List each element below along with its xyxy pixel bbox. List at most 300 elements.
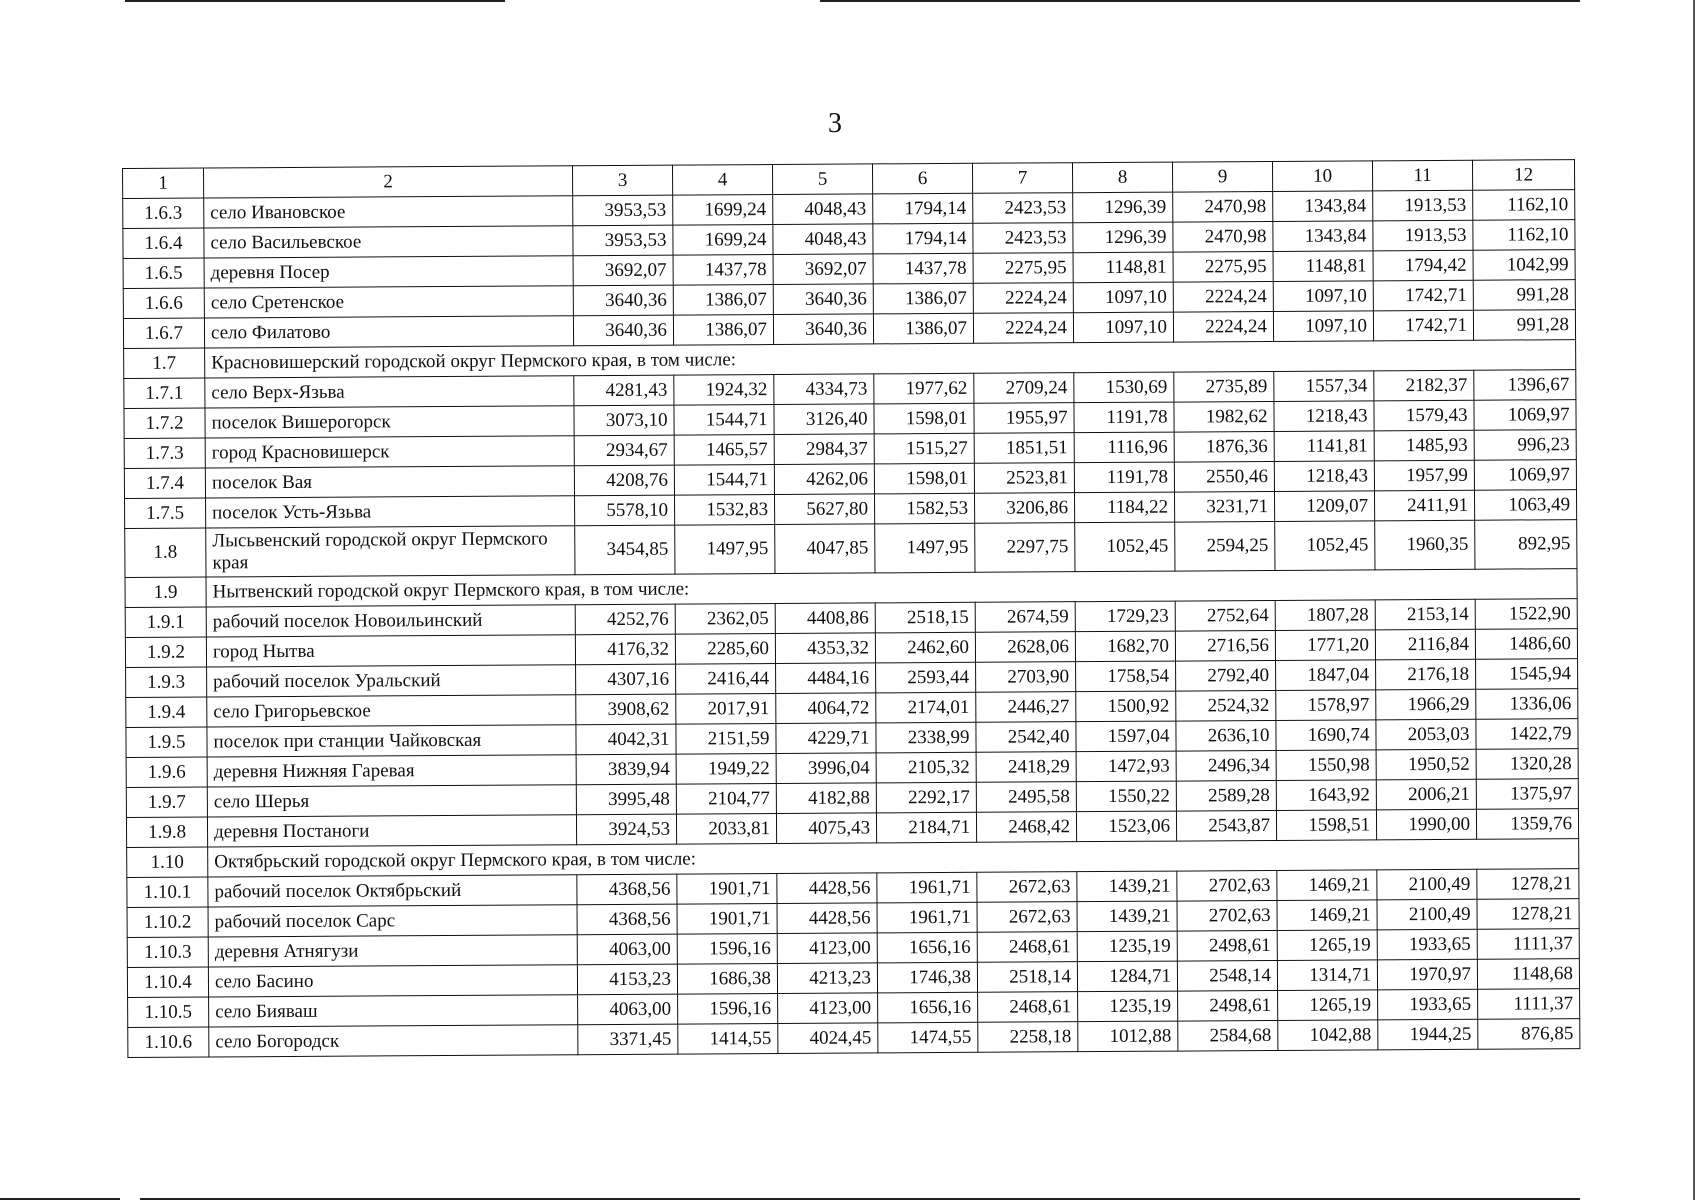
row-name: деревня Посер: [204, 256, 573, 288]
header-cell: 8: [1072, 162, 1172, 193]
value-cell: 2470,98: [1173, 221, 1273, 252]
value-cell: 1977,62: [874, 373, 974, 404]
row-name: поселок Вишерогорск: [205, 406, 574, 438]
value-cell: 1097,10: [1273, 281, 1373, 312]
row-code: 1.10: [127, 847, 208, 877]
value-cell: 4208,76: [574, 465, 674, 496]
value-cell: 3231,71: [1174, 491, 1274, 522]
row-code: 1.6.3: [123, 198, 204, 228]
value-cell: 2548,14: [1177, 960, 1277, 991]
value-cell: 1437,78: [873, 253, 973, 284]
value-cell: 1278,21: [1477, 869, 1579, 900]
value-cell: 2752,64: [1175, 600, 1275, 631]
value-cell: 2418,29: [976, 752, 1076, 783]
value-cell: 4075,43: [776, 813, 876, 844]
row-code: 1.7.4: [124, 468, 205, 498]
value-cell: 4153,23: [577, 964, 677, 995]
value-cell: 3953,53: [573, 225, 673, 256]
value-cell: 1901,71: [677, 874, 777, 905]
row-code: 1.9.1: [125, 607, 206, 637]
row-name: поселок Усть-Язьва: [206, 496, 575, 528]
row-code: 1.9.4: [126, 697, 207, 727]
value-cell: 1597,04: [1076, 721, 1176, 752]
value-cell: 1472,93: [1076, 751, 1176, 782]
row-name: село Филатово: [204, 316, 573, 348]
value-cell: 1742,71: [1373, 280, 1473, 311]
value-cell: 2518,14: [977, 962, 1077, 993]
value-cell: 2423,53: [973, 193, 1073, 224]
value-cell: 1699,24: [673, 195, 773, 226]
value-cell: 1284,71: [1077, 961, 1177, 992]
value-cell: 1643,92: [1276, 780, 1376, 811]
value-cell: 2672,63: [977, 902, 1077, 933]
row-name: поселок Вая: [205, 466, 574, 498]
value-cell: 1320,28: [1476, 749, 1578, 780]
value-cell: 1343,84: [1273, 221, 1373, 252]
row-code: 1.10.2: [127, 907, 208, 937]
value-cell: 1545,94: [1476, 659, 1578, 690]
value-cell: 2542,40: [976, 722, 1076, 753]
value-cell: 1042,88: [1278, 1020, 1378, 1051]
value-cell: 1578,97: [1276, 690, 1376, 721]
value-cell: 1218,43: [1274, 401, 1374, 432]
scan-top-line-right: [820, 0, 1580, 2]
value-cell: 1550,22: [1076, 781, 1176, 812]
value-cell: 1148,81: [1273, 251, 1373, 282]
value-cell: 2446,27: [976, 692, 1076, 723]
value-cell: 4063,00: [577, 934, 677, 965]
value-cell: 2224,24: [973, 283, 1073, 314]
value-cell: 1960,35: [1375, 520, 1475, 570]
value-cell: 2468,42: [976, 812, 1076, 843]
value-cell: 2584,68: [1178, 1020, 1278, 1051]
section-title: Октябрьский городской округ Пермского края, в том числе:: [208, 839, 1579, 877]
value-cell: 1876,36: [1174, 431, 1274, 462]
row-name: село Бияваш: [209, 995, 578, 1027]
value-cell: 1314,71: [1277, 960, 1377, 991]
value-cell: 1532,83: [675, 495, 775, 526]
value-cell: 2703,90: [976, 662, 1076, 693]
value-cell: 1598,01: [874, 403, 974, 434]
header-cell: 4: [672, 165, 772, 196]
value-cell: 1807,28: [1275, 600, 1375, 631]
row-code: 1.9.6: [126, 757, 207, 787]
value-cell: 1579,43: [1374, 400, 1474, 431]
value-cell: 1582,53: [875, 493, 975, 524]
value-cell: 1469,21: [1277, 870, 1377, 901]
header-cell: 10: [1272, 161, 1372, 192]
value-cell: 4368,56: [577, 904, 677, 935]
value-cell: 3206,86: [975, 493, 1075, 524]
value-cell: 1982,62: [1174, 401, 1274, 432]
value-cell: 4042,31: [576, 724, 676, 755]
value-cell: 1682,70: [1075, 631, 1175, 662]
row-code: 1.9: [125, 577, 206, 607]
value-cell: 1235,19: [1078, 991, 1178, 1022]
value-cell: 1961,71: [877, 902, 977, 933]
value-cell: 1386,07: [873, 283, 973, 314]
value-cell: 4484,16: [776, 663, 876, 694]
row-name: рабочий поселок Уральский: [207, 665, 576, 697]
value-cell: 991,28: [1473, 310, 1575, 341]
row-name: село Григорьевское: [207, 695, 576, 727]
value-cell: 3640,36: [573, 315, 673, 346]
value-cell: 1515,27: [874, 433, 974, 464]
value-cell: 1970,97: [1377, 959, 1477, 990]
value-cell: 2116,84: [1375, 629, 1475, 660]
value-cell: 1184,22: [1075, 492, 1175, 523]
value-cell: 1758,54: [1076, 661, 1176, 692]
value-cell: 2589,28: [1176, 780, 1276, 811]
value-cell: 2275,95: [973, 253, 1073, 284]
section-title: Нытвенский городской округ Пермского края, в том числе:: [206, 569, 1577, 607]
value-cell: 1847,04: [1276, 660, 1376, 691]
header-cell: 1: [123, 168, 204, 198]
value-cell: 1851,51: [974, 433, 1074, 464]
value-cell: 1063,49: [1474, 490, 1576, 521]
value-cell: 3953,53: [573, 195, 673, 226]
value-cell: 4353,32: [775, 633, 875, 664]
value-cell: 1218,43: [1274, 461, 1374, 492]
row-code: 1.6.4: [123, 228, 204, 258]
row-name: рабочий поселок Сарс: [208, 905, 577, 937]
value-cell: 2702,63: [1177, 870, 1277, 901]
value-cell: 2153,14: [1375, 599, 1475, 630]
value-cell: 2104,77: [676, 784, 776, 815]
value-cell: 1596,16: [678, 994, 778, 1025]
value-cell: 1497,95: [875, 523, 975, 573]
row-code: 1.6.6: [123, 288, 204, 318]
value-cell: 2628,06: [975, 632, 1075, 663]
value-cell: 1924,32: [674, 375, 774, 406]
value-cell: 2468,61: [978, 992, 1078, 1023]
section-title: Красновишерский городской округ Пермского края, в том числе:: [205, 340, 1576, 378]
value-cell: 2594,25: [1175, 521, 1275, 571]
value-cell: 2006,21: [1376, 779, 1476, 810]
value-cell: 1414,55: [678, 1024, 778, 1055]
row-name: село Васильевское: [204, 226, 573, 258]
value-cell: 4408,86: [775, 603, 875, 634]
value-cell: 2258,18: [978, 1022, 1078, 1053]
row-name: деревня Нижняя Гаревая: [207, 755, 576, 787]
value-cell: 2523,81: [974, 463, 1074, 494]
row-code: 1.6.7: [123, 318, 204, 348]
value-cell: 2550,46: [1174, 461, 1274, 492]
value-cell: 1052,45: [1075, 522, 1175, 572]
value-cell: 1486,60: [1475, 629, 1577, 660]
value-cell: 1116,96: [1074, 432, 1174, 463]
value-cell: 1191,78: [1074, 402, 1174, 433]
value-cell: 1933,65: [1378, 989, 1478, 1020]
value-cell: 1550,98: [1276, 750, 1376, 781]
value-cell: 2275,95: [1173, 251, 1273, 282]
value-cell: 1966,29: [1376, 689, 1476, 720]
value-cell: 1746,38: [877, 962, 977, 993]
value-cell: 2498,61: [1178, 990, 1278, 1021]
value-cell: 3995,48: [576, 784, 676, 815]
value-cell: 1690,74: [1276, 720, 1376, 751]
value-cell: 876,85: [1478, 1019, 1580, 1050]
value-cell: 4063,00: [578, 994, 678, 1025]
value-cell: 4047,85: [775, 524, 875, 574]
value-cell: 1656,16: [878, 992, 978, 1023]
value-cell: 1474,55: [878, 1022, 978, 1053]
value-cell: 4334,73: [774, 374, 874, 405]
value-cell: 1296,39: [1073, 192, 1173, 223]
value-cell: 2423,53: [973, 223, 1073, 254]
value-cell: 2105,32: [876, 752, 976, 783]
value-cell: 1111,37: [1477, 929, 1579, 960]
value-cell: 1794,14: [873, 193, 973, 224]
value-cell: 3640,36: [573, 285, 673, 316]
value-cell: 1794,42: [1373, 250, 1473, 281]
value-cell: 892,95: [1475, 520, 1577, 570]
row-name: рабочий поселок Новоильинский: [206, 605, 575, 637]
value-cell: 1336,06: [1476, 689, 1578, 720]
value-cell: 2674,59: [975, 602, 1075, 633]
value-cell: 2033,81: [676, 814, 776, 845]
value-cell: 1544,71: [674, 465, 774, 496]
value-cell: 2017,91: [676, 694, 776, 725]
value-cell: 2182,37: [1374, 370, 1474, 401]
row-code: 1.6.5: [123, 258, 204, 288]
value-cell: 2984,37: [774, 434, 874, 465]
value-cell: 2411,91: [1374, 490, 1474, 521]
value-cell: 1990,00: [1376, 809, 1476, 840]
value-cell: 4024,45: [778, 1023, 878, 1054]
value-cell: 2297,75: [975, 523, 1075, 573]
value-cell: 1439,21: [1077, 901, 1177, 932]
value-cell: 1097,10: [1273, 311, 1373, 342]
value-cell: 1656,16: [877, 932, 977, 963]
value-cell: 2593,44: [876, 662, 976, 693]
value-cell: 3126,40: [774, 404, 874, 435]
value-cell: 1598,01: [874, 463, 974, 494]
value-cell: 1944,25: [1378, 1019, 1478, 1050]
value-cell: 1729,23: [1075, 601, 1175, 632]
row-code: 1.9.5: [126, 727, 207, 757]
row-name: город Нытва: [206, 635, 575, 667]
row-code: 1.9.8: [126, 817, 207, 847]
value-cell: 4123,00: [778, 993, 878, 1024]
value-cell: 3454,85: [575, 525, 675, 575]
value-cell: 2292,17: [876, 782, 976, 813]
value-cell: 3073,10: [574, 405, 674, 436]
value-cell: 1469,21: [1277, 900, 1377, 931]
header-cell: 7: [972, 163, 1072, 194]
value-cell: 2672,63: [977, 872, 1077, 903]
value-cell: 2934,67: [574, 435, 674, 466]
value-cell: 1557,34: [1274, 371, 1374, 402]
value-cell: 1097,10: [1073, 282, 1173, 313]
value-cell: 4048,43: [773, 224, 873, 255]
row-code: 1.9.2: [125, 637, 206, 667]
value-cell: 2224,24: [1173, 311, 1273, 342]
value-cell: 4123,00: [777, 933, 877, 964]
value-cell: 1500,92: [1076, 691, 1176, 722]
row-code: 1.9.7: [126, 787, 207, 817]
header-cell: 2: [204, 166, 573, 198]
value-cell: 1396,67: [1474, 370, 1576, 401]
value-cell: 1598,51: [1276, 810, 1376, 841]
value-cell: 2338,99: [876, 722, 976, 753]
value-cell: 1052,45: [1275, 521, 1375, 571]
row-code: 1.7: [124, 348, 205, 378]
scan-top-line-left: [125, 0, 505, 2]
value-cell: 2709,24: [974, 373, 1074, 404]
value-cell: 1485,93: [1374, 430, 1474, 461]
value-cell: 2416,44: [676, 664, 776, 695]
header-cell: 6: [872, 163, 972, 194]
value-cell: 3839,94: [576, 754, 676, 785]
value-cell: 2792,40: [1176, 660, 1276, 691]
value-cell: 2184,71: [876, 812, 976, 843]
row-name: село Шерья: [207, 785, 576, 817]
value-cell: 1359,76: [1476, 809, 1578, 840]
header-cell: 3: [572, 165, 672, 196]
row-code: 1.9.3: [126, 667, 207, 697]
value-cell: 1901,71: [677, 904, 777, 935]
value-cell: 991,28: [1473, 280, 1575, 311]
value-cell: 4182,88: [776, 783, 876, 814]
value-cell: 1386,07: [673, 315, 773, 346]
value-cell: 2470,98: [1173, 191, 1273, 222]
value-cell: 4176,32: [575, 634, 675, 665]
value-cell: 1437,78: [673, 255, 773, 286]
value-cell: 2100,49: [1377, 899, 1477, 930]
value-cell: 1097,10: [1073, 312, 1173, 343]
row-code: 1.10.6: [128, 1027, 209, 1057]
row-name: рабочий поселок Октябрьский: [208, 875, 577, 907]
value-cell: 4213,23: [777, 963, 877, 994]
value-cell: 1544,71: [674, 405, 774, 436]
value-cell: 4368,56: [577, 874, 677, 905]
value-cell: 1439,21: [1077, 871, 1177, 902]
table-row: [125, 520, 1577, 578]
value-cell: 1530,69: [1074, 372, 1174, 403]
value-cell: 2362,05: [675, 604, 775, 635]
value-cell: 1141,81: [1274, 431, 1374, 462]
value-cell: 1955,97: [974, 403, 1074, 434]
value-cell: 1235,19: [1077, 931, 1177, 962]
value-cell: 1265,19: [1277, 930, 1377, 961]
value-cell: 1209,07: [1274, 491, 1374, 522]
value-cell: 2702,63: [1177, 900, 1277, 931]
row-name: село Сретенское: [204, 286, 573, 318]
row-code: 1.7.1: [124, 378, 205, 408]
row-name: село Басино: [208, 965, 577, 997]
value-cell: 2053,03: [1376, 719, 1476, 750]
value-cell: 4064,72: [776, 693, 876, 724]
value-cell: 4252,76: [575, 604, 675, 635]
value-cell: 2524,32: [1176, 690, 1276, 721]
value-cell: 1950,52: [1376, 749, 1476, 780]
value-cell: 4281,43: [574, 375, 674, 406]
value-cell: 1949,22: [676, 754, 776, 785]
value-cell: 1162,10: [1473, 220, 1575, 251]
value-cell: 3908,62: [576, 694, 676, 725]
value-cell: 1497,95: [675, 525, 775, 575]
value-cell: 2498,61: [1177, 930, 1277, 961]
value-cell: 3640,36: [773, 314, 873, 345]
value-cell: 1957,99: [1374, 460, 1474, 491]
value-cell: 1386,07: [673, 285, 773, 316]
value-cell: 1794,14: [873, 223, 973, 254]
value-cell: 5627,80: [775, 494, 875, 525]
value-cell: 2543,87: [1176, 810, 1276, 841]
value-cell: 2636,10: [1176, 720, 1276, 751]
value-cell: 1686,38: [677, 964, 777, 995]
value-cell: 1523,06: [1076, 811, 1176, 842]
value-cell: 3692,07: [773, 254, 873, 285]
row-code: 1.10.4: [127, 967, 208, 997]
value-cell: 2462,60: [875, 632, 975, 663]
value-cell: 1162,10: [1473, 190, 1575, 221]
value-cell: 1913,53: [1373, 220, 1473, 251]
value-cell: 1278,21: [1477, 899, 1579, 930]
value-cell: 4262,06: [774, 464, 874, 495]
value-cell: 5578,10: [575, 495, 675, 526]
value-cell: 3640,36: [773, 284, 873, 315]
row-code: 1.7.2: [124, 408, 205, 438]
value-cell: 1375,97: [1476, 779, 1578, 810]
value-cell: 2518,15: [875, 602, 975, 633]
value-cell: 1913,53: [1373, 190, 1473, 221]
header-cell: 9: [1172, 161, 1272, 192]
value-cell: 2285,60: [675, 634, 775, 665]
value-cell: 1596,16: [677, 934, 777, 965]
value-cell: 3996,04: [776, 753, 876, 784]
value-cell: 1699,24: [673, 225, 773, 256]
value-cell: 2496,34: [1176, 750, 1276, 781]
row-name: деревня Атнягузи: [208, 935, 577, 967]
row-code: 1.10.5: [128, 997, 209, 1027]
value-cell: 1465,57: [674, 435, 774, 466]
value-cell: 2716,56: [1175, 630, 1275, 661]
value-cell: 1296,39: [1073, 222, 1173, 253]
value-cell: 4428,56: [777, 903, 877, 934]
header-cell: 11: [1372, 160, 1472, 191]
value-cell: 1148,81: [1073, 252, 1173, 283]
value-cell: 2224,24: [1173, 281, 1273, 312]
row-name: город Красновишерск: [205, 436, 574, 468]
value-cell: 4428,56: [777, 873, 877, 904]
value-cell: 1933,65: [1377, 929, 1477, 960]
value-cell: 1069,97: [1474, 460, 1576, 491]
value-cell: 1191,78: [1074, 462, 1174, 493]
value-cell: 1771,20: [1275, 630, 1375, 661]
value-cell: 1042,99: [1473, 250, 1575, 281]
row-code: 1.8: [125, 528, 206, 577]
value-cell: 2735,89: [1174, 371, 1274, 402]
header-cell: 5: [772, 164, 872, 195]
table-body: [123, 190, 1580, 1058]
row-code: 1.10.3: [127, 937, 208, 967]
value-cell: 1069,97: [1474, 400, 1576, 431]
value-cell: 2176,18: [1376, 659, 1476, 690]
row-name: село Верх-Язьва: [205, 376, 574, 408]
value-cell: 996,23: [1474, 430, 1576, 461]
value-cell: 2468,61: [977, 932, 1077, 963]
value-cell: 4048,43: [773, 194, 873, 225]
value-cell: 1522,90: [1475, 599, 1577, 630]
row-name: село Ивановское: [204, 196, 573, 228]
value-cell: 1742,71: [1373, 310, 1473, 341]
header-cell: 12: [1472, 160, 1574, 191]
value-cell: 2151,59: [676, 724, 776, 755]
row-name: поселок при станции Чайковская: [207, 725, 576, 757]
value-cell: 1111,37: [1478, 989, 1580, 1020]
